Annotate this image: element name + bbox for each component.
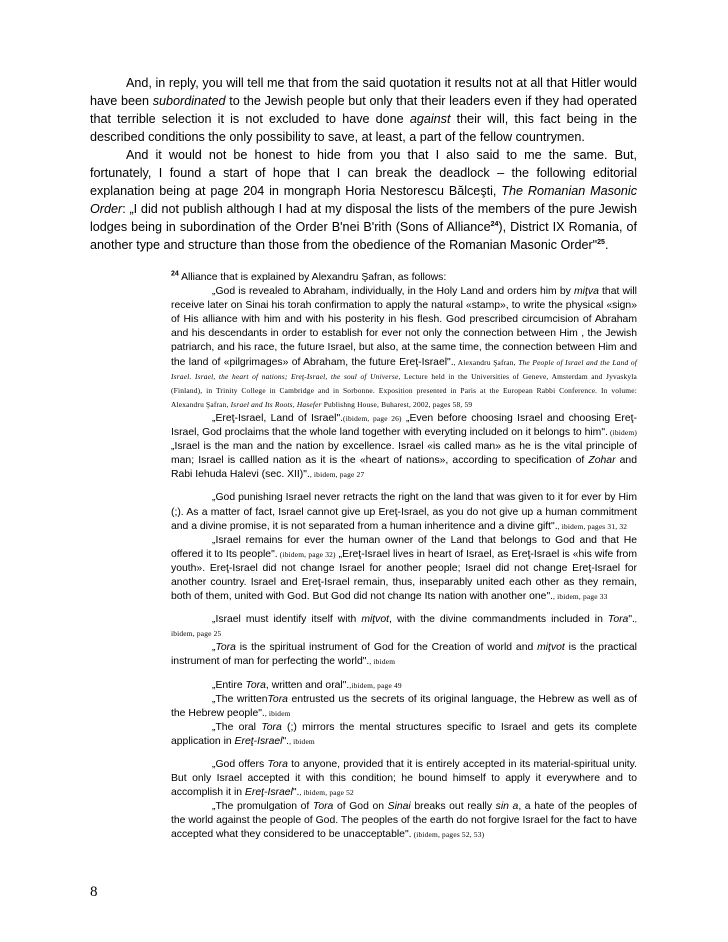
quote-9: „The oral Tora (;) mirrors the mental structures specific to Israel and gets its complete application in Ereţ-Israel"., ibidem: [171, 721, 638, 747]
page-number: 8: [90, 884, 98, 900]
footnote-ref-24[interactable]: 24: [490, 220, 499, 228]
quote-7: „Entire Tora, written and oral".,ibidem, page 49: [212, 679, 402, 691]
quote-5: „Israel must identify itself with miţvot, with the divine commandments included in Tora"., ibidem, page 25: [171, 614, 637, 639]
quote-2: „Ereţ-Israel, Land of Israel".(ibidem, page 26) „Even before choosing Israel and choosing Ereţ-Israel, God proclaims that the whole land together with everyting included on it belongs to him". (ibidem) „Israel is the man and the nation by excellence. Israel «is called man» as he is the vital principle of man; Israel is callled nation as it is the «heart of nations», according to specification of Zohar and Rabi Iehuda Halevi (sec. XII)"., ibidem, page 27: [171, 412, 638, 481]
quote-3: „God punishing Israel never retracts the right on the land that was given to it for ever by Him (;). As a matter of fact, Israel cannot give up Ereţ-Israel, as you do not give up a human commitment and a divine promise, it is not separated from a human inheritence and a divine gift"., ibidem, pages 31, 32: [171, 492, 637, 532]
footnote-24: [171, 271, 637, 843]
quote-6: „Tora is the spiritual instrument of God for the Creation of world and miţvot is the practical instrument of man for perfecting the world"., ibidem: [171, 642, 637, 668]
footnote-ref-25[interactable]: 25: [597, 238, 605, 246]
main-text: [90, 74, 637, 254]
paragraph-2: And it would not be honest to hide from you that I also said to me the same. But, fortunately, I found a start of hope that I can break the deadlock – the following editorial explanation being at page 204 in mongraph Horia Nestorescu Bălceşti, The Romanian Masonic Order: „I did not publish although I had at my disposal the lists of the members of the pure Jewish lodges being in subordination of the Order B'nei B'rith (Sons of Alliance$^{24}$), District IX Romania, of another type and structure than those from the obedience of the Romanian Masonic Order"$^{25}$.: [90, 148, 638, 252]
quote-4: „Israel remains for ever the human owner of the Land that belongs to God and that He offered it to Its people". (ibidem, page 32) „Ereţ-Israel lives in heart of Israel, as Ereţ-Israel is «his wife from youth». Ereţ-Israel did not change Israel for another people; Israel did not change Ereţ-Israel for another country. Israel and Ereţ-Israel remain, thus, inseparably united each other as they remain, both of them, united with God. But God did not change Its nation with another one"., ibidem, page 33: [171, 534, 637, 603]
quote-1: „God is revealed to Abraham, individually, in the Holy Land and orders him by miţva that will receive later on Sinai his torah confirmation to apply the natural «stamp», to write the physical «sign» of His alliance with him and with his posterity in his flesh. God prescribed circumcision of Abraham and his descendants in order to establish for ever not only the connection between Him , the Jewish patriarch, and his race, the future Israel, but also, at the same time, the connection between Him and the land of «pilgrimages» of Abraham, the future Ereţ-Israel"., Alexandru Şafran, The People of Israel and the Land of Israel. Israel, the heart of nations; Ereţ-Israel, the soul of Universe, Lecture held in the Universities of Geneve, Amsterdam and Jyvaskyla (Finland), in Trinity College in Cambridge and in Sorbonne. Exposition presented in Paris at the European Rabbi Conference. In volume: Alexandru Şafran, Israel and Its Roots, Hasefer Publishng House, Buharest, 2002, pages 58, 59: [171, 286, 637, 409]
quote-11: „The promulgation of Tora of God on Sinai breaks out really sin a, a hate of the peoples of the world against the people of God. The peoples of the earth do not forgive Israel for the fact to have accepted what they considered to be unacceptable". (ibidem, pages 52, 53): [171, 801, 638, 841]
footnote-intro: $^{24}$ Alliance that is explained by Alexandru Şafran, as follows:: [171, 270, 447, 283]
quote-8: „The writtenTora entrusted us the secrets of its original language, the Hebrew as well as of the Hebrew people"., ibidem: [171, 693, 637, 719]
paragraph-1: And, in reply, you will tell me that from the said quotation it results not at all that Hitler would have been subordinated to the Jewish people but only that their leaders even if they had operated that terrible selection it is not excluded to have done against their will, this fact being in the described conditions the only possibility to save, at least, a part of the fellow countrymen.: [90, 76, 637, 144]
quote-10: „God offers Tora to anyone, provided that it is entirely accepted in its material-spiritual unity. But only Israel accepted it with this condition; he bound himself to apply it everywhere and to accomplish it in Ereţ-Israel"., ibidem, page 52: [171, 759, 637, 799]
